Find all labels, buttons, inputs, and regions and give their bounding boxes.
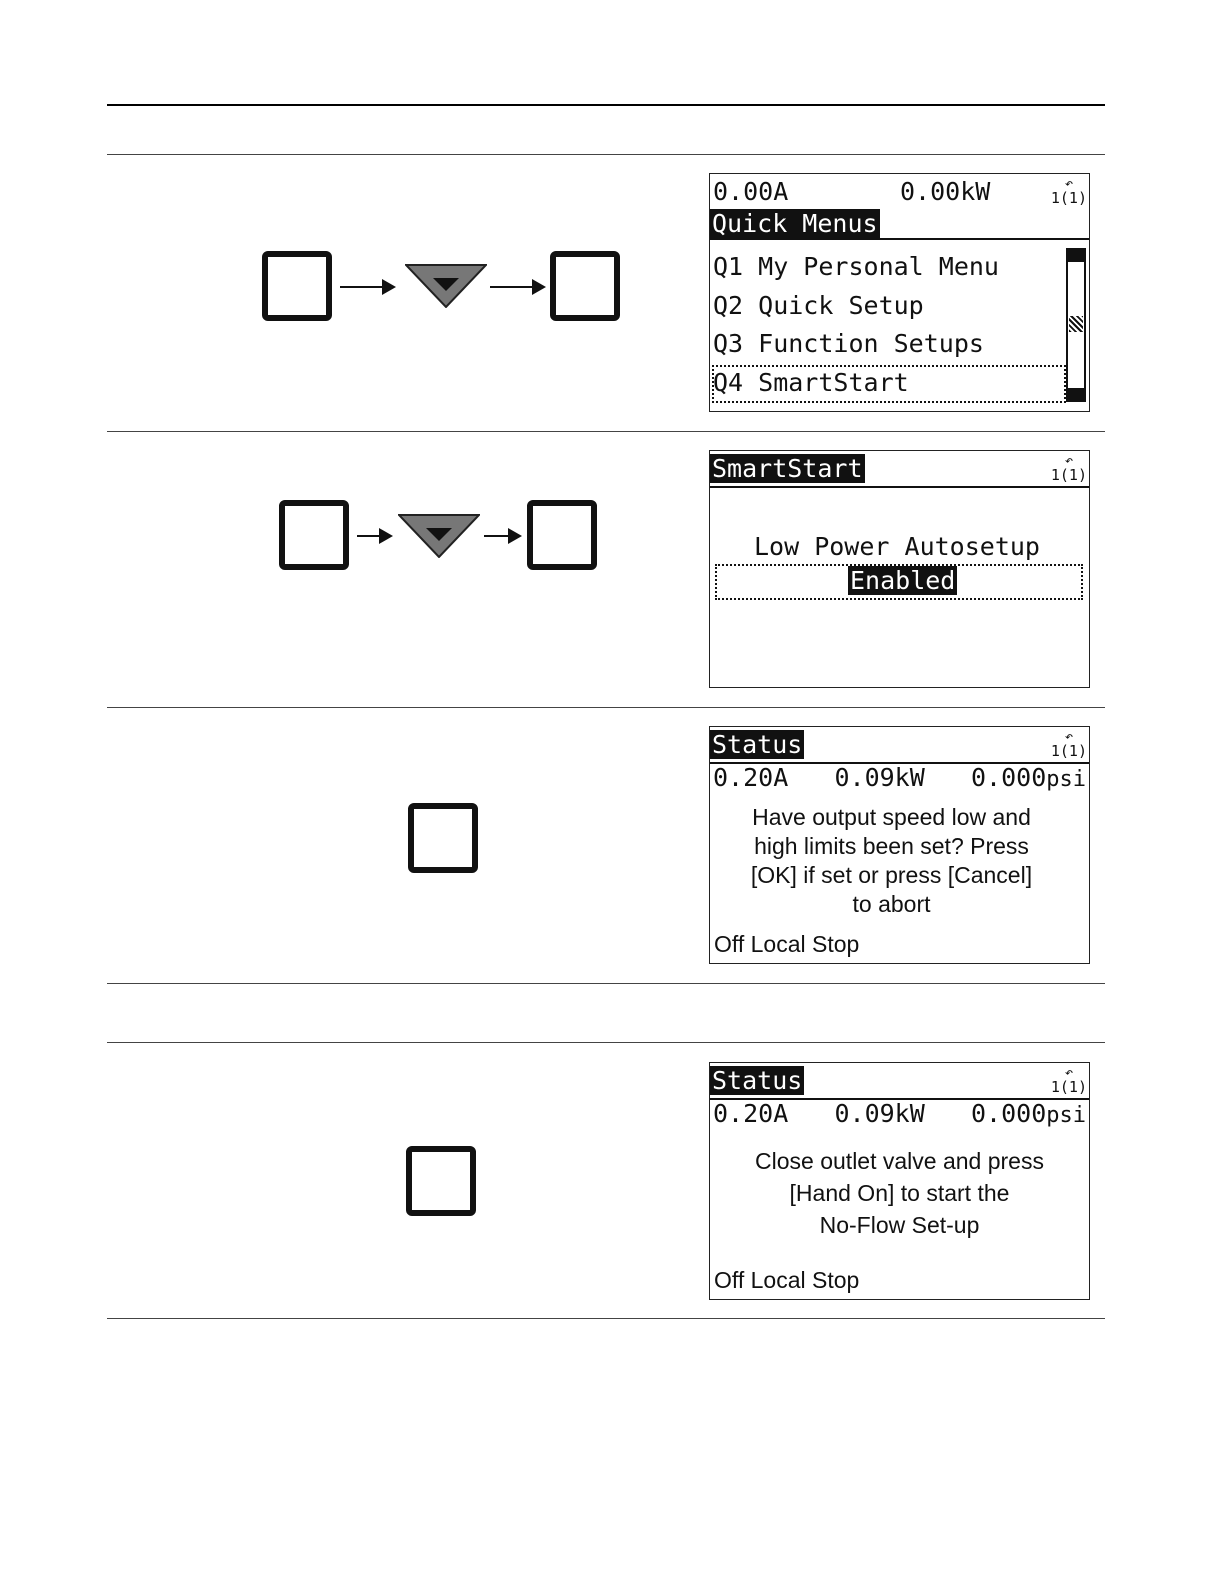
- setup-indicator-icon: ↶ 1(1): [1050, 176, 1087, 207]
- status-line: Off Local Stop: [714, 931, 860, 957]
- table-rule: [107, 431, 1105, 432]
- lcp-key-icon: [550, 251, 620, 321]
- divider: [710, 486, 1089, 488]
- prompt-message: Have output speed low and high limits been set? Press [OK] if set or press [Cancel] to abort: [750, 804, 1033, 917]
- arrow-right-icon: [484, 535, 520, 537]
- table-top-rule: [107, 104, 1105, 106]
- screen-title: Status: [712, 1066, 803, 1095]
- pressure-unit: psi: [1046, 767, 1086, 792]
- setup-indicator-icon: ↶ 1(1): [1050, 729, 1087, 760]
- screen-title: SmartStart: [712, 454, 863, 483]
- parameter-name: Low Power Autosetup: [754, 532, 1040, 561]
- down-arrow-key-icon: [398, 514, 480, 558]
- table-rule: [107, 154, 1105, 155]
- current-readout: 0.20A: [713, 763, 789, 792]
- pressure-readout: 0.000psi: [970, 1099, 1086, 1128]
- table-rule: [107, 1318, 1105, 1319]
- status-line: Off Local Stop: [714, 1267, 860, 1293]
- arrow-right-icon: [490, 286, 544, 288]
- table-rule: [107, 707, 1105, 708]
- lcp-key-icon: [527, 500, 597, 570]
- table-rule: [107, 983, 1105, 984]
- lcp-key-icon: [262, 251, 332, 321]
- current-readout: 0.20A: [713, 1099, 789, 1128]
- lcd-display-status: [709, 726, 1090, 964]
- menu-item-q1[interactable]: Q1 My Personal Menu: [713, 252, 999, 281]
- lcd-display-quick-menus: [709, 173, 1090, 412]
- setup-indicator-icon: ↶ 1(1): [1050, 453, 1087, 484]
- lcp-key-icon: [279, 500, 349, 570]
- down-arrow-key-icon: [405, 264, 487, 308]
- arrow-right-icon: [357, 535, 391, 537]
- arrow-right-icon: [340, 286, 394, 288]
- divider: [710, 238, 1089, 240]
- hand-on-key-icon: [406, 1146, 476, 1216]
- power-readout: 0.09kW: [834, 763, 925, 792]
- menu-item-q3[interactable]: Q3 Function Setups: [713, 329, 984, 358]
- lcd-display-smartstart: [709, 450, 1090, 688]
- lcd-display-status: [709, 1062, 1090, 1300]
- pressure-unit: psi: [1046, 1103, 1086, 1128]
- table-rule: [107, 1042, 1105, 1043]
- ok-key-icon: [408, 803, 478, 873]
- power-readout: 0.09kW: [834, 1099, 925, 1128]
- scrollbar[interactable]: [1066, 248, 1086, 402]
- current-readout: 0.00A: [713, 177, 789, 206]
- power-readout: 0.00kW: [900, 177, 991, 206]
- prompt-message: Close outlet valve and press [Hand On] to start the No-Flow Set-up: [755, 1148, 1044, 1238]
- pressure-readout: 0.000psi: [970, 763, 1086, 792]
- menu-item-q4[interactable]: Q4 SmartStart: [713, 368, 909, 397]
- screen-title: Status: [712, 730, 803, 759]
- menu-item-q2[interactable]: Q2 Quick Setup: [713, 291, 924, 320]
- parameter-value[interactable]: Enabled: [850, 566, 956, 595]
- setup-indicator-icon: ↶ 1(1): [1050, 1065, 1087, 1096]
- menu-title: Quick Menus: [712, 209, 878, 238]
